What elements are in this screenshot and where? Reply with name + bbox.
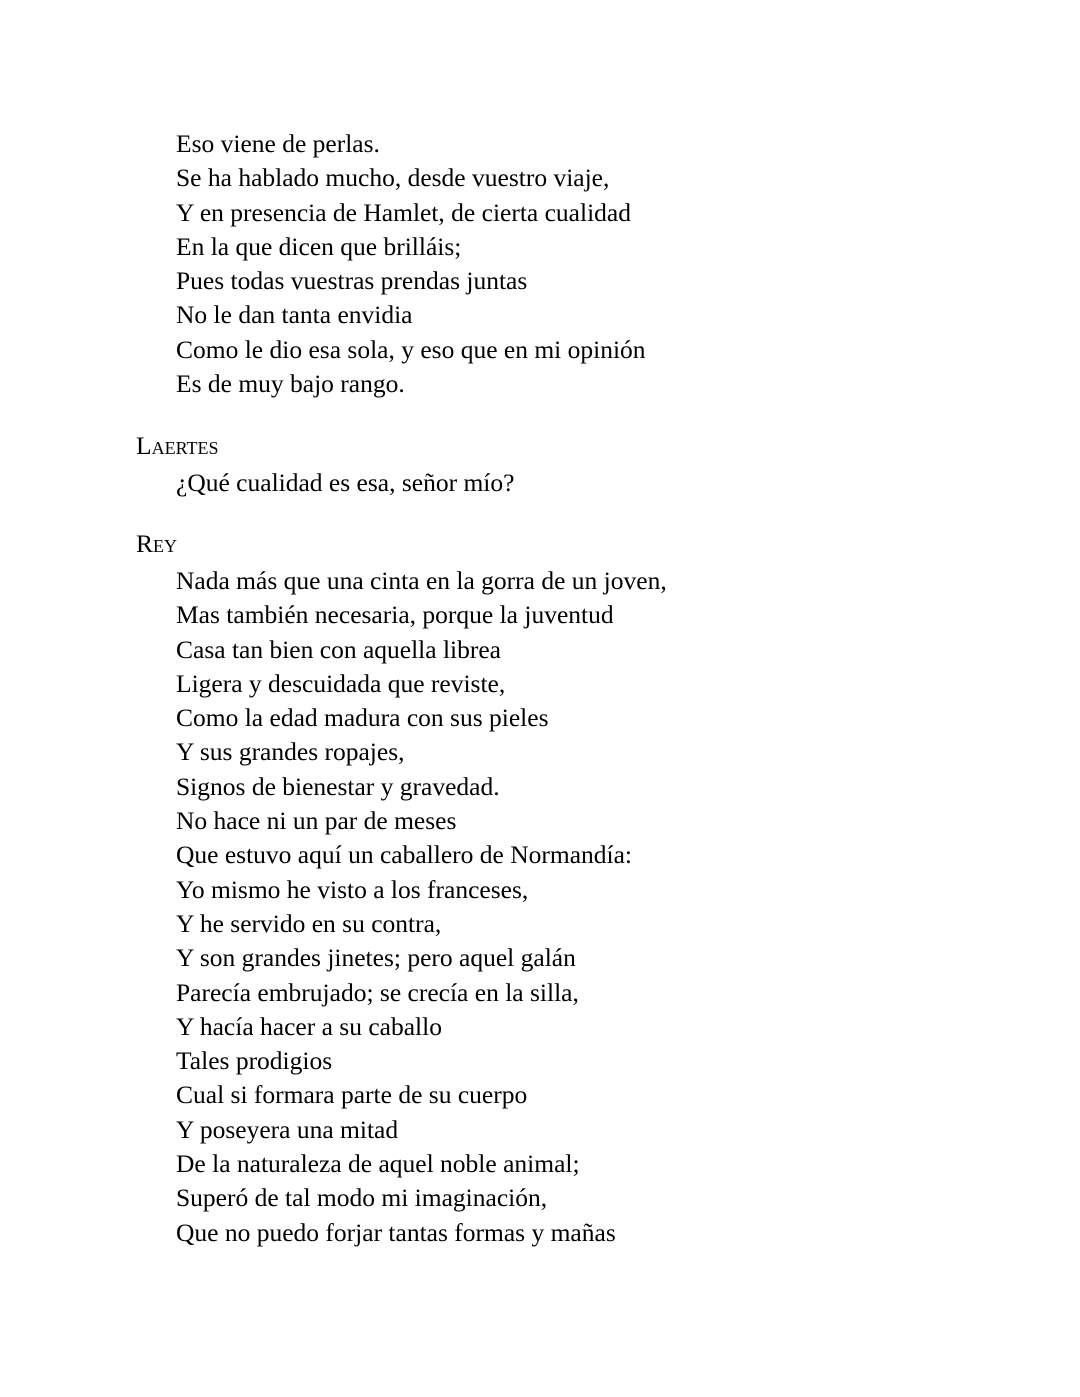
verse-line: Y en presencia de Hamlet, de cierta cualidad xyxy=(176,197,631,227)
verse-line: No le dan tanta envidia xyxy=(176,300,413,330)
verse-line: ¿Qué cualidad es esa, señor mío? xyxy=(176,468,515,497)
verse-line: Eso viene de perlas. xyxy=(176,129,380,158)
verse-line: Yo mismo he visto a los franceses, xyxy=(176,874,529,904)
verse-block xyxy=(176,564,667,1250)
verse-line: Tales prodigios xyxy=(176,1046,333,1076)
verse-line: No hace ni un par de meses xyxy=(176,806,457,836)
verse-line: Superó de tal modo mi imaginación, xyxy=(176,1183,548,1213)
verse-line: Y hacía hacer a su caballo xyxy=(176,1011,442,1041)
verse-line: Como la edad madura con sus pieles xyxy=(176,703,549,733)
verse-line: Que estuvo aquí un caballero de Normandía: xyxy=(176,840,633,870)
verse-line: Mas también necesaria, porque la juventud xyxy=(176,600,614,630)
verse-line: Y son grandes jinetes; pero aquel galán xyxy=(176,943,576,973)
verse-line: Es de muy bajo rango. xyxy=(176,369,405,399)
verse-line: Nada más que una cinta en la gorra de un joven, xyxy=(176,566,667,595)
verse-line: Ligera y descuidada que reviste, xyxy=(176,668,506,698)
speaker-name: Rey xyxy=(136,529,178,558)
verse-line: Y sus grandes ropajes, xyxy=(176,737,405,767)
verse-line: De la naturaleza de aquel noble animal; xyxy=(176,1149,580,1179)
verse-line: Que no puedo forjar tantas formas y mañas xyxy=(176,1217,616,1247)
verse-line: Parecía embrujado; se crecía en la silla, xyxy=(176,977,579,1007)
verse-line: Como le dio esa sola, y eso que en mi opinión xyxy=(176,334,646,364)
verse-line: En la que dicen que brilláis; xyxy=(176,231,462,261)
verse-line: Se ha hablado mucho, desde vuestro viaje, xyxy=(176,163,610,193)
speaker-name: Laertes xyxy=(136,431,219,460)
verse-line: Y he servido en su contra, xyxy=(176,908,442,938)
verse-block xyxy=(176,127,646,401)
verse-line: Pues todas vuestras prendas juntas xyxy=(176,266,528,296)
verse-block xyxy=(176,466,514,500)
verse-line: Cual si formara parte de su cuerpo xyxy=(176,1080,528,1110)
verse-line: Signos de bienestar y gravedad. xyxy=(176,771,500,801)
verse-line: Y poseyera una mitad xyxy=(176,1114,399,1144)
verse-line: Casa tan bien con aquella librea xyxy=(176,634,501,664)
